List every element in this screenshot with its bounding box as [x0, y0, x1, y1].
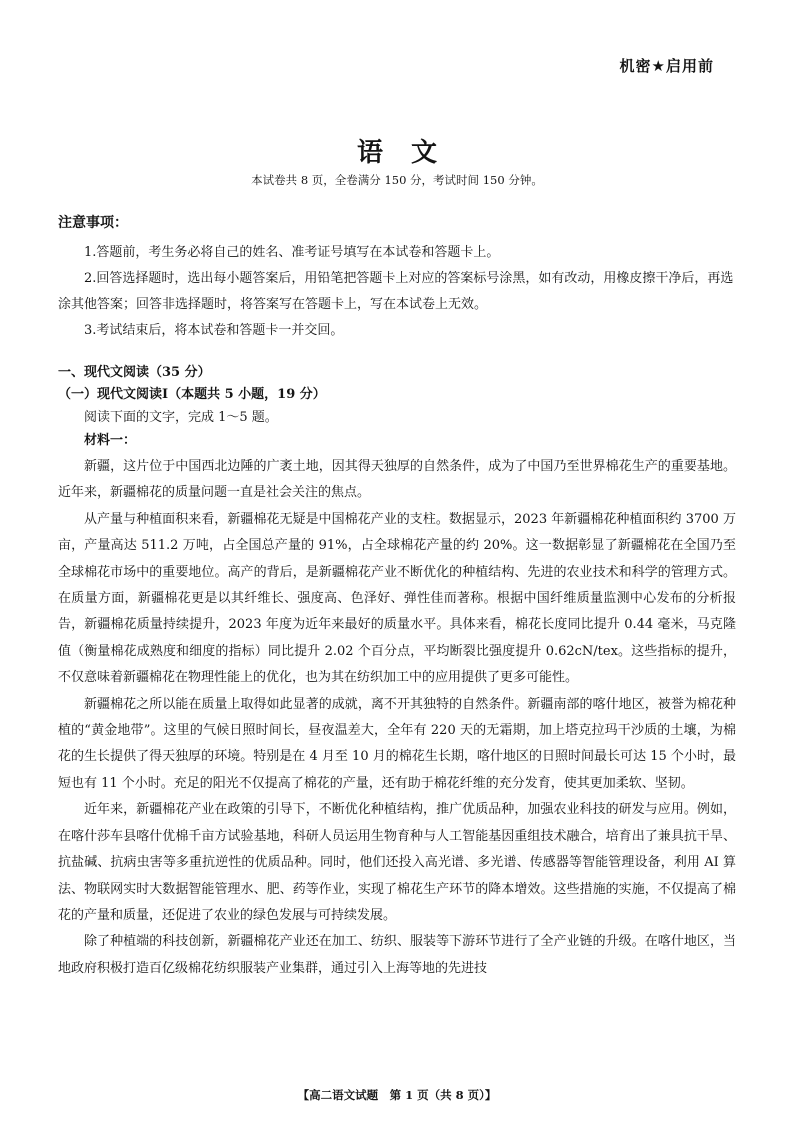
confidential-label: 机密★启用前: [619, 57, 714, 75]
page-title: 语文: [356, 138, 465, 168]
section-heading: 一、现代文阅读（35 分）: [58, 365, 211, 380]
material-paragraph: 新疆，这片位于中国西北边陲的广袤土地，因其得天独厚的自然条件，成为了中国乃至世界棉花生产的重要基地。近年来，新疆棉花的质量问题一直是社会关注的焦点。: [58, 459, 736, 501]
material-title: 材料一：: [84, 433, 137, 448]
page-content: [58, 212, 736, 982]
notice-item: 1.答题前，考生务必将自己的姓名、准考证号填写在本试卷和答题卡上。: [84, 245, 500, 260]
reading-instruction: 阅读下面的文字，完成 1～5 题。: [84, 410, 278, 425]
notice-item: 3.考试结束后，将本试卷和答题卡一并交回。: [84, 323, 344, 338]
notice-item: 2.回答选择题时，选出每小题答案后，用铅笔把答题卡上对应的答案标号涂黑，如有改动，用橡皮擦干净后，再选涂其他答案；回答非选择题时，将答案写在答题卡上，写在本试卷上无效。: [58, 271, 734, 312]
page-footer: 【高二语文试题 第 1 页（共 8 页）】: [297, 1088, 497, 1102]
notice-title: 注意事项：: [58, 215, 128, 231]
material-paragraph: 除了种植端的科技创新，新疆棉花产业还在加工、纺织、服装等下游环节进行了全产业链的升级。在喀什地区，当地政府积极打造百亿级棉花纺织服装产业集群，通过引入上海等地的先进技: [58, 934, 736, 976]
material-paragraph: 从产量与种植面积来看，新疆棉花无疑是中国棉花产业的支柱。数据显示，2023 年新疆棉花种植面积约 3700 万亩，产量高达 511.2 万吨，占全国总产量的 91%，占全球棉花产量的约 20%。这一数据彰显了新疆棉花在全国乃至全球棉花市场中的重要地位。高产的背后，是新疆棉花产业不断优化的种植结构、先进的农业技术和科学的管理方式。在质量方面，新疆棉花更是以其纤维长、强度高、色泽好、弹性佳而著称。根据中国纤维质量监测中心发布的分析报告，新疆棉花质量持续提升，2023 年度为近年来最好的质量水平。具体来看，棉花长度同比提升 0.44 毫米，马克隆值（衡量棉花成熟度和细度的指标）同比提升 2.02 个百分点，平均断裂比强度提升 0.62cN/tex。这些指标的提升，不仅意味着新疆棉花在物理性能上的优化，也为其在纺织加工中的应用提供了更多可能性。: [58, 511, 736, 686]
material-paragraph: 新疆棉花之所以能在质量上取得如此显著的成就，离不开其独特的自然条件。新疆南部的喀什地区，被誉为棉花种植的“黄金地带”。这里的气候日照时间长，昼夜温差大，全年有 220 天的无霜期，加上塔克拉玛干沙质的土壤，为棉花的生长提供了得天独厚的环境。特别是在 4 月至 10 月的棉花生长期，喀什地区的日照时间最长可达 15 个小时，最短也有 11 个小时。充足的阳光不仅提高了棉花的产量，还有助于棉花纤维的充分发育，使其更加柔软、坚韧。: [58, 696, 736, 791]
exam-info: 本试卷共 8 页，全卷满分 150 分，考试时间 150 分钟。: [251, 173, 543, 187]
material-paragraph: 近年来，新疆棉花产业在政策的引导下，不断优化种植结构，推广优质品种，加强农业科技的研发与应用。例如，在喀什莎车县喀什优棉千亩方试验基地，科研人员运用生物育种与人工智能基因重组技术融合，培育出了兼具抗干旱、抗盐碱、抗病虫害等多重抗逆性的优质品种。同时，他们还投入高光谱、多光谱、传感器等智能管理设备，利用 AI 算法、物联网实时大数据智能管理水、肥、药等作业，实现了棉花生产环节的降本增效。这些措施的实施，不仅提高了棉花的产量和质量，还促进了农业的绿色发展与可持续发展。: [58, 802, 736, 923]
subsection-heading: （一）现代文阅读Ⅰ（本题共 5 小题，19 分）: [58, 387, 326, 402]
